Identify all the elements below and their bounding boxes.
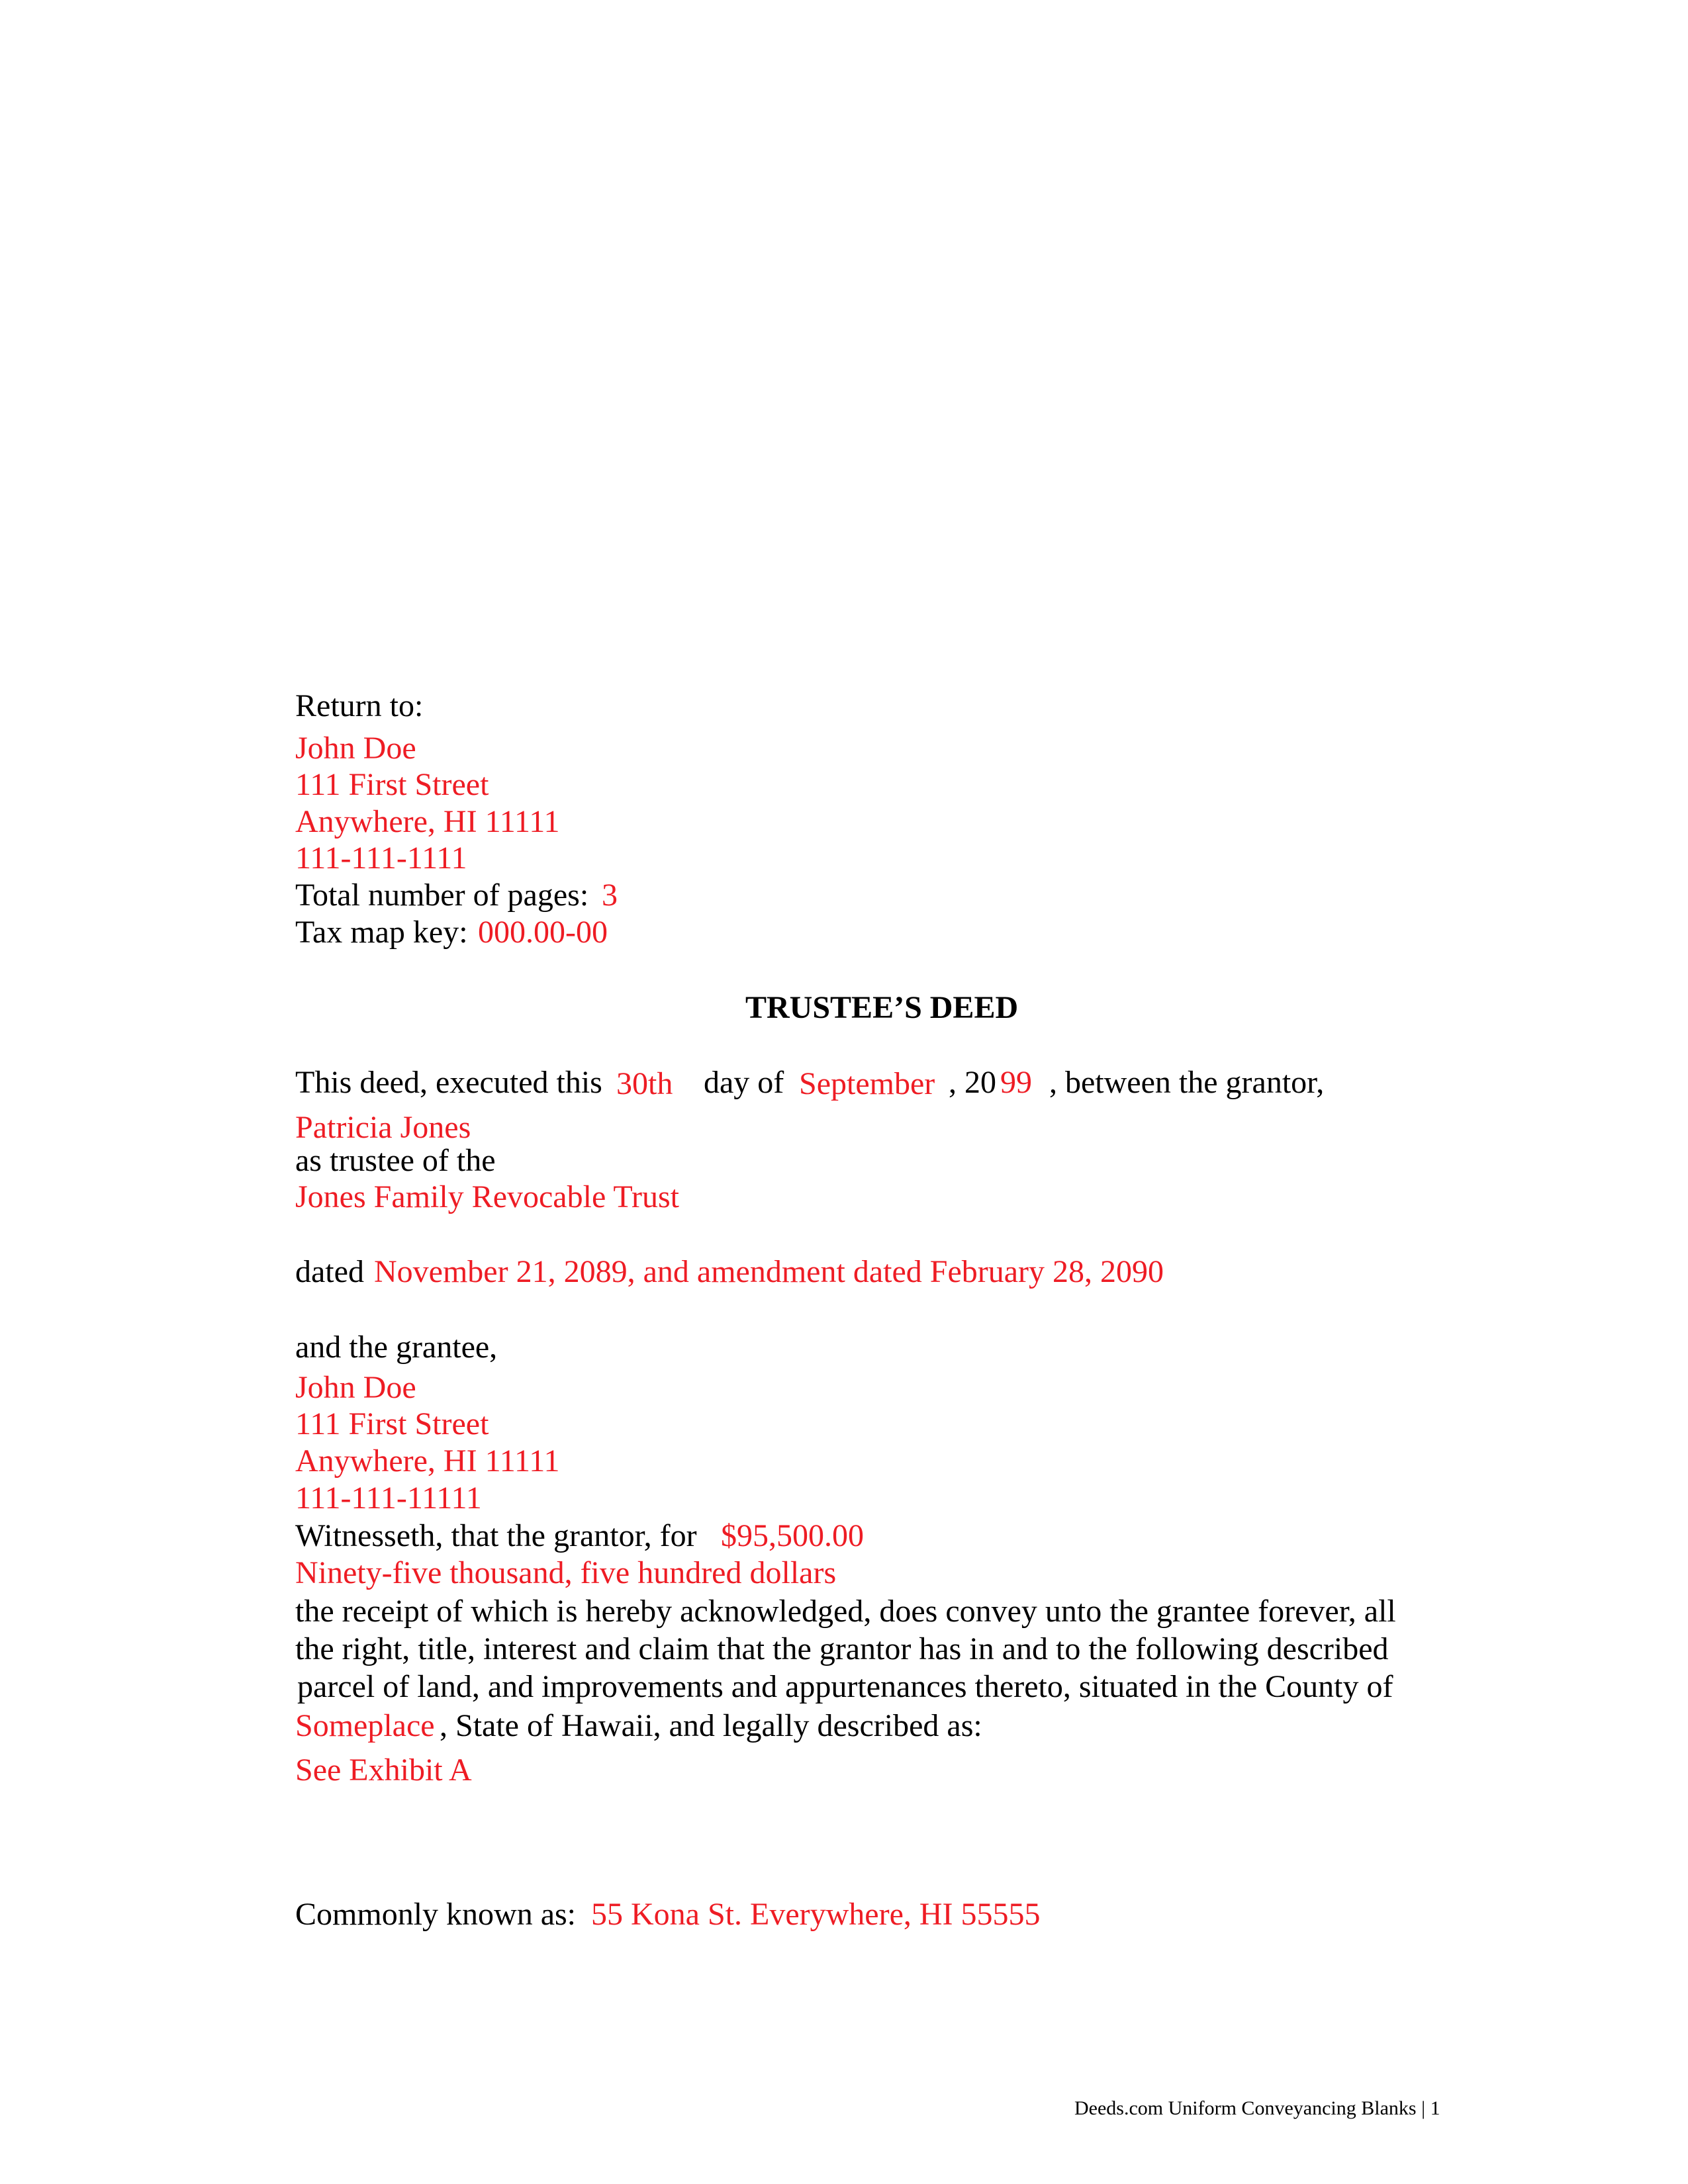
conveyance-line-1: the receipt of which is hereby acknowledged, does convey unto the grantee forever, all xyxy=(295,1594,1396,1629)
grantee-city-state-zip: Anywhere, HI 11111 xyxy=(295,1443,560,1479)
grantee-phone: 111-111-11111 xyxy=(295,1480,482,1516)
execution-between: , between the grantor, xyxy=(1049,1065,1325,1100)
execution-year-suffix: 99 xyxy=(1000,1065,1032,1100)
document-title: TRUSTEE’S DEED xyxy=(745,990,1019,1025)
return-to-street: 111 First Street xyxy=(295,767,489,802)
dated-value: November 21, 2089, and amendment dated February 28, 2090 xyxy=(374,1254,1164,1289)
consideration-prefix: Witnesseth, that the grantor, for xyxy=(295,1518,697,1553)
dated-label: dated xyxy=(295,1254,364,1289)
conveyance-line-2: the right, title, interest and claim that the grantor has in and to the following described xyxy=(295,1631,1389,1666)
common-address-value: 55 Kona St. Everywhere, HI 55555 xyxy=(591,1897,1041,1932)
return-to-phone: 111-111-1111 xyxy=(295,841,467,876)
tax-map-key-value: 000.00-00 xyxy=(478,915,608,950)
consideration-amount-words: Ninety-five thousand, five hundred dollars xyxy=(295,1555,837,1590)
trust-name: Jones Family Revocable Trust xyxy=(295,1179,680,1214)
return-to-city-state-zip: Anywhere, HI 11111 xyxy=(295,804,560,839)
grantee-name: John Doe xyxy=(295,1370,416,1405)
grantor-as-trustee: as trustee of the xyxy=(295,1143,496,1178)
grantor-name: Patricia Jones xyxy=(295,1110,471,1145)
return-to-label: Return to: xyxy=(295,688,424,723)
total-pages-label: Total number of pages: xyxy=(295,878,589,913)
page-footer: Deeds.com Uniform Conveyancing Blanks | 1 xyxy=(1074,2097,1440,2119)
execution-prefix: This deed, executed this xyxy=(295,1065,602,1100)
conveyance-line-3: parcel of land, and improvements and appurtenances thereto, situated in the County of xyxy=(297,1669,1393,1704)
execution-year-prefix: , 20 xyxy=(949,1065,996,1100)
consideration-amount: $95,500.00 xyxy=(721,1518,864,1553)
grantee-street: 111 First Street xyxy=(295,1406,489,1441)
total-pages-value: 3 xyxy=(602,878,618,913)
county-name: Someplace xyxy=(295,1708,435,1743)
conveyance-line-4: , State of Hawaii, and legally described as: xyxy=(440,1708,982,1743)
return-to-name: John Doe xyxy=(295,731,416,766)
grantee-label: and the grantee, xyxy=(295,1330,498,1365)
execution-day-of: day of xyxy=(704,1065,784,1100)
legal-description: See Exhibit A xyxy=(295,1752,472,1788)
execution-month: September xyxy=(799,1066,935,1101)
execution-day: 30th xyxy=(616,1066,673,1101)
common-address-label: Commonly known as: xyxy=(295,1897,577,1932)
tax-map-key-label: Tax map key: xyxy=(295,915,468,950)
